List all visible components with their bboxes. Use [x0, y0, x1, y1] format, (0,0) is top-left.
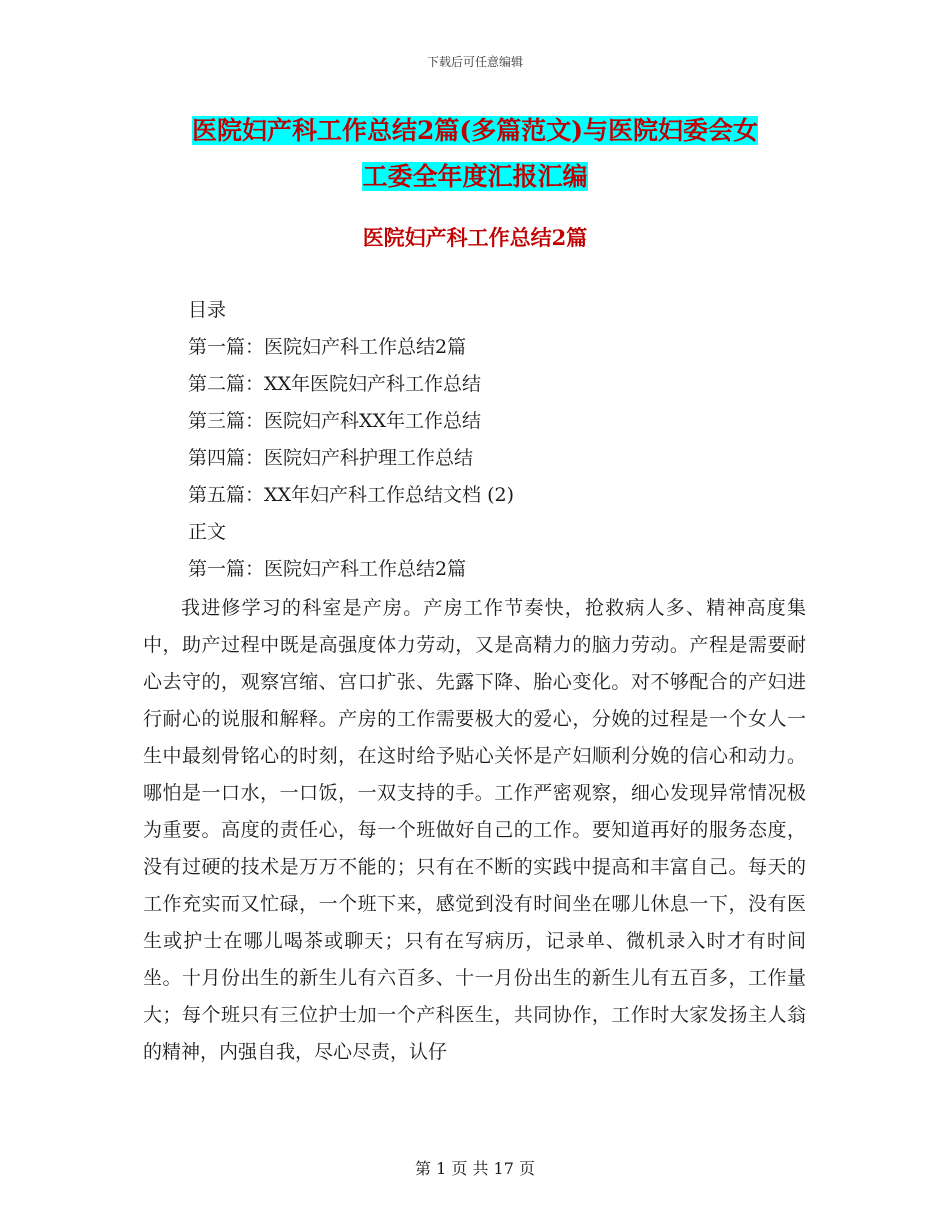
- document-title-line-2: 工委全年度汇报汇编: [362, 162, 588, 191]
- table-of-contents: [188, 292, 514, 588]
- toc-item: 第一篇：医院妇产科工作总结2篇: [188, 336, 467, 358]
- toc-item: 第三篇：医院妇产科XX年工作总结: [188, 410, 482, 432]
- toc-item: 第二篇：XX年医院妇产科工作总结: [188, 373, 482, 395]
- body-heading: 正文: [188, 521, 227, 543]
- page-footer: 第 1 页 共 17 页: [415, 1159, 535, 1178]
- section-title: 医院妇产科工作总结2篇: [362, 225, 588, 250]
- toc-item: 第四篇：医院妇产科护理工作总结: [188, 447, 474, 469]
- toc-heading: 目录: [188, 299, 227, 321]
- document-title-line-1: 医院妇产科工作总结2篇(多篇范文)与医院妇委会女: [191, 116, 759, 145]
- header-note: 下载后可任意编辑: [426, 55, 523, 69]
- body-paragraph: 我进修学习的科室是产房。产房工作节奏快，抢救病人多、精神高度集中，助产过程中既是高强度体力劳动，又是高精力的脑力劳动。产程是需要耐心去守的，观察宫缩、宫口扩张、先露下降、胎心变化。对不够配合的产妇进行耐心的说服和解释。产房的工作需要极大的爱心，分娩的过程是一个女人一生中最刻骨铭心的时刻，在这时给予贴心关怀是产妇顺利分娩的信心和动力。哪怕是一口水，一口饭，一双支持的手。工作严密观察，细心发现异常情况极为重要。高度的责任心，每一个班做好自己的工作。要知道再好的服务态度，没有过硬的技术是万万不能的；只有在不断的实践中提高和丰富自己。每天的工作充实而又忙碌，一个班下来，感觉到没有时间坐在哪儿休息一下，没有医生或护士在哪儿喝茶或聊天；只有在写病历，记录单、微机录入时才有时间坐。十月份出生的新生儿有六百多、十一月份出生的新生儿有五百多，工作量大；每个班只有三位护士加一个产科医生，共同协作，工作时大家发扬主人翁的精神，内强自我，尽心尽责，认仔: [143, 597, 806, 1063]
- article-heading: 第一篇：医院妇产科工作总结2篇: [188, 558, 467, 580]
- toc-item: 第五篇：XX年妇产科工作总结文档 (2): [188, 484, 515, 506]
- document-title: [140, 108, 810, 200]
